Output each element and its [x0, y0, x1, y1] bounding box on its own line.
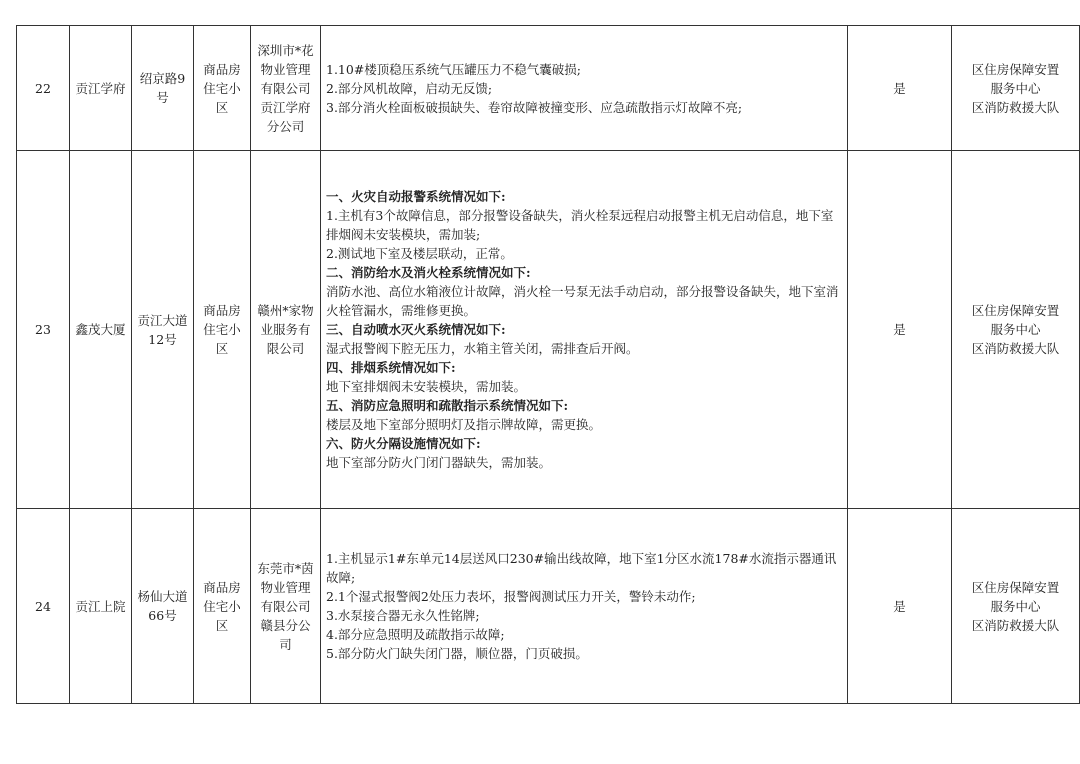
project-type: 商品房住宅小区	[194, 151, 251, 509]
issue-line: 2.测试地下室及楼层联动，正常。	[326, 246, 513, 261]
responsible-departments	[952, 151, 1080, 509]
issue-section-heading: 三、自动喷水灭火系统情况如下:	[326, 322, 506, 337]
issue-line: 1.主机有3个故障信息，部分报警设备缺失，消火栓泵远程启动报警主机无启动信息，地下室排烟阀未安装模块，需加装;	[326, 208, 834, 242]
responsible-departments	[952, 26, 1080, 151]
issue-line: 2.1个湿式报警阀2处压力表坏，报警阀测试压力开关，警铃未动作;	[326, 589, 696, 604]
department-line: 区消防救援大队	[971, 617, 1060, 633]
rectified-status: 是	[848, 509, 952, 704]
department-line: 服务中心	[990, 322, 1041, 337]
property-company: 赣州*家物业服务有限公司	[251, 151, 321, 509]
issue-line: 4.部分应急照明及疏散指示故障;	[326, 627, 505, 642]
issue-details	[321, 26, 848, 151]
issue-line: 5.部分防火门缺失闭门器，顺位器，门页破损。	[326, 646, 588, 661]
project-type: 商品房住宅小区	[194, 26, 251, 151]
issue-line: 1.10#楼顶稳压系统气压罐压力不稳气囊破损;	[326, 61, 582, 77]
issue-details	[321, 151, 848, 509]
inspection-table	[16, 25, 1080, 704]
project-type: 商品房住宅小区	[194, 509, 251, 704]
issue-section-heading: 五、消防应急照明和疏散指示系统情况如下:	[326, 398, 569, 413]
department-line: 区消防救援大队	[971, 99, 1060, 115]
row-number: 24	[17, 509, 70, 704]
department-line: 区住房保障安置	[971, 303, 1060, 318]
table-row	[17, 509, 1080, 704]
issue-details	[321, 509, 848, 704]
rectified-status: 是	[848, 26, 952, 151]
row-number: 22	[17, 26, 70, 151]
project-name: 鑫茂大厦	[70, 151, 132, 509]
table-row	[17, 26, 1080, 151]
issue-section-heading: 六、防火分隔设施情况如下:	[326, 436, 481, 451]
table-row	[17, 151, 1080, 509]
project-name: 贡江上院	[70, 509, 132, 704]
issue-line: 楼层及地下室部分照明灯及指示牌故障，需更换。	[326, 417, 602, 432]
issue-line: 地下室排烟阀未安装模块，需加装。	[326, 379, 527, 394]
property-company: 东莞市*茵物业管理有限公司赣县分公司	[251, 509, 321, 704]
department-line: 服务中心	[990, 80, 1041, 96]
issue-section-heading: 四、排烟系统情况如下:	[326, 360, 456, 375]
issue-line: 湿式报警阀下腔无压力，水箱主管关闭，需排查后开阀。	[326, 341, 639, 356]
project-name: 贡江学府	[70, 26, 132, 151]
project-address: 贡江大道12号	[132, 151, 194, 509]
responsible-departments	[952, 509, 1080, 704]
issue-line: 2.部分风机故障，启动无反馈;	[326, 80, 493, 96]
issue-line: 消防水池、高位水箱液位计故障，消火栓一号泵无法手动启动，部分报警设备缺失，地下室消火栓管漏水，需维修更换。	[326, 284, 839, 318]
row-number: 23	[17, 151, 70, 509]
project-address: 杨仙大道66号	[132, 509, 194, 704]
issue-section-heading: 二、消防给水及消火栓系统情况如下:	[326, 265, 531, 280]
department-line: 区住房保障安置	[971, 61, 1060, 77]
issue-line: 3.水泵接合器无永久性铭牌;	[326, 608, 480, 623]
department-line: 区消防救援大队	[971, 341, 1060, 356]
issue-line: 地下室部分防火门闭门器缺失，需加装。	[326, 455, 552, 470]
issue-line: 3.部分消火栓面板破损缺失、卷帘故障被撞变形、应急疏散指示灯故障不亮;	[326, 99, 743, 115]
issue-line: 1.主机显示1#东单元14层送风口230#输出线故障，地下室1分区水流178#水流指示器通讯故障;	[326, 551, 837, 585]
issue-section-heading: 一、火灾自动报警系统情况如下:	[326, 189, 506, 204]
department-line: 服务中心	[990, 598, 1041, 614]
rectified-status: 是	[848, 151, 952, 509]
property-company: 深圳市*花物业管理有限公司贡江学府分公司	[251, 26, 321, 151]
project-address: 绍京路9号	[132, 26, 194, 151]
department-line: 区住房保障安置	[971, 579, 1060, 595]
